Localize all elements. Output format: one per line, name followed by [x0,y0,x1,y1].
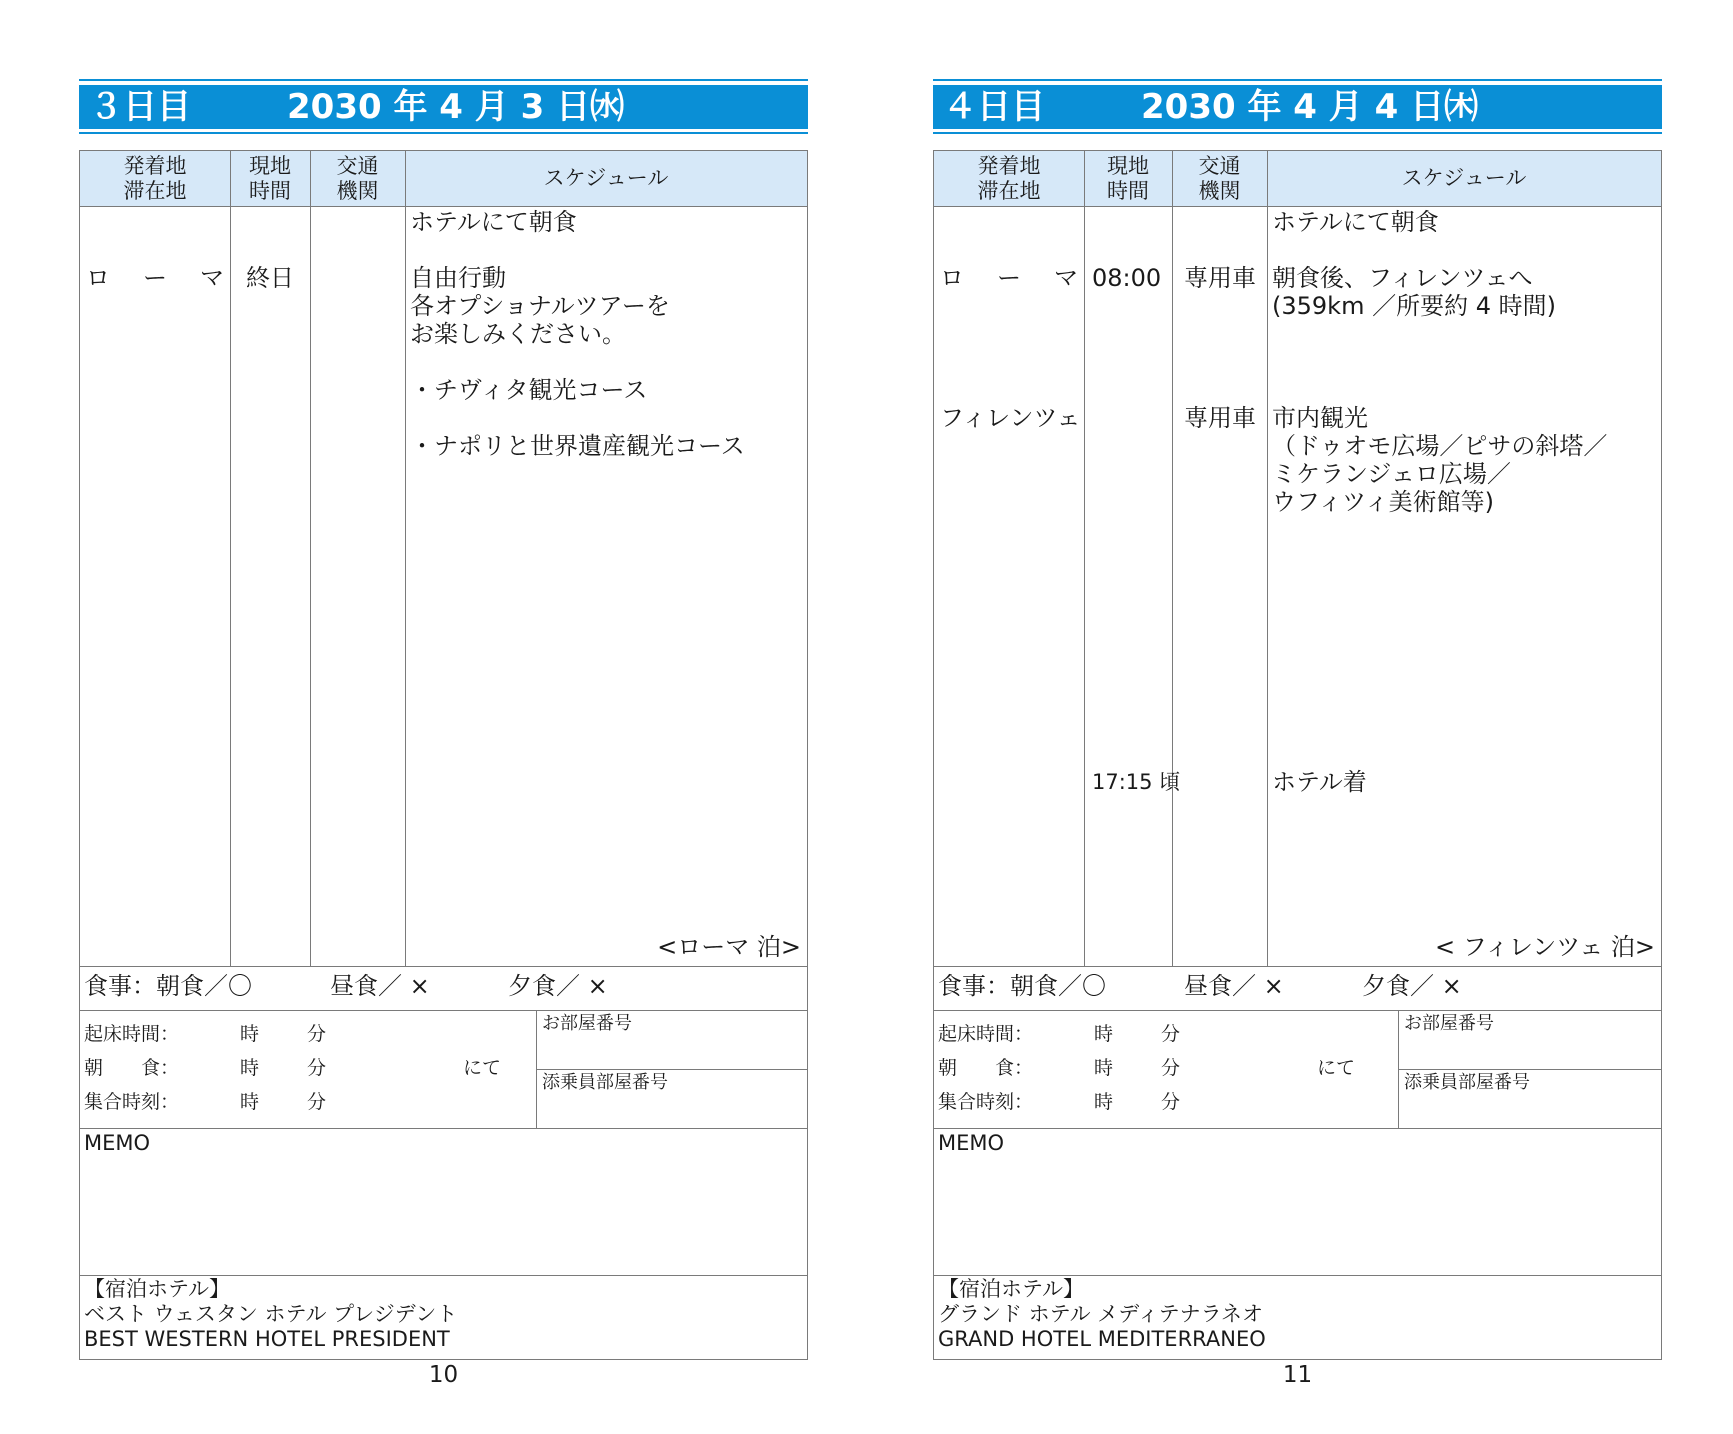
overnight-stay: <ローマ 泊> [657,933,801,961]
hotel-header: 【宿泊ホテル】 [938,1277,1084,1301]
hotel-name-en: GRAND HOTEL MEDITERRANEO [938,1327,1266,1351]
row-divider [934,1010,1661,1011]
schedule-line: 自由行動 [410,264,506,292]
place-char: マ [1054,264,1078,292]
table-header [934,151,1661,207]
meal-dinner: 夕食／ × [508,972,608,1000]
title-bottom-rule [79,132,808,134]
room-number-label: お部屋番号 [1404,1013,1494,1034]
hotel-name-jp: グランド ホテル メディテナラネオ [938,1302,1263,1326]
schedule-line: ホテルにて朝食 [1272,208,1439,236]
row-divider [80,1275,807,1276]
table-header [80,151,807,207]
day-date: 2030 年 4 月 3 日㈬ [287,87,625,127]
title-bottom-rule [933,132,1662,134]
place-char: ロ [940,264,964,292]
hotel-header: 【宿泊ホテル】 [84,1277,230,1301]
day-title-bar [79,85,808,129]
col-divider [1172,151,1173,966]
meal-breakfast: 食事：朝食／〇 [938,972,1106,1000]
header-time-line2: 時間 [1107,178,1149,203]
hour-label: 時 [240,1057,260,1079]
schedule-line: お楽しみください。 [410,320,626,348]
minute-label: 分 [1161,1057,1181,1079]
breakfast-label: 朝 食： [84,1057,180,1079]
overnight-stay: < フィレンツェ 泊> [1435,933,1655,961]
col-divider [405,151,406,966]
schedule-table [933,150,1662,1360]
schedule-line: ・ナポリと世界遺産観光コース [410,432,745,460]
header-time [230,151,310,206]
row-divider [80,1010,807,1011]
time-arrival: 17:15 頃 [1092,770,1181,794]
header-place-line2: 滞在地 [977,178,1041,203]
place-char: ー [143,264,167,292]
tc-room-number-label: 添乗員部屋番号 [1404,1072,1530,1093]
header-schedule-label: スケジュール [543,166,669,190]
title-top-rule [79,79,808,81]
minute-label: 分 [307,1091,327,1113]
day-label: ３日目 [89,87,191,127]
place-char: ー [997,264,1021,292]
schedule-line: ウフィツィ美術館等) [1272,488,1495,516]
row-divider [934,1128,1661,1129]
schedule-line: ホテル着 [1272,768,1367,796]
gather-label: 集合時刻： [84,1091,180,1113]
place-florence: フィレンツェ [940,404,1081,432]
header-place [80,151,230,206]
row-divider [80,966,807,967]
header-place [934,151,1084,206]
hour-label: 時 [1094,1023,1114,1045]
day-title-bar [933,85,1662,129]
minute-label: 分 [1161,1023,1181,1045]
header-time-line1: 現地 [1107,153,1149,178]
minute-label: 分 [1161,1091,1181,1113]
tc-room-number-label: 添乗員部屋番号 [542,1072,668,1093]
place-char: ロ [86,264,110,292]
time-departure: 08:00 [1092,264,1162,292]
meal-lunch: 昼食／ × [1184,972,1284,1000]
schedule-line: ・チヴィタ観光コース [410,376,648,404]
breakfast-label: 朝 食： [938,1057,1034,1079]
place-rome [86,264,224,292]
header-transport-line2: 機関 [1198,178,1241,203]
hour-label: 時 [1094,1091,1114,1113]
page-number: 11 [1282,1362,1313,1388]
header-place-line2: 滞在地 [123,178,187,203]
day-label: ４日目 [943,87,1045,127]
schedule-line: 朝食後、フィレンツェへ [1272,264,1533,292]
schedule-line: 市内観光 [1272,404,1368,432]
schedule-table [79,150,808,1360]
schedule-line: 各オプショナルツアーを [410,292,670,320]
header-transport-line1: 交通 [336,153,379,178]
at-label: にて [463,1057,502,1079]
transport-private-car: 専用車 [1184,264,1256,292]
hotel-name-en: BEST WESTERN HOTEL PRESIDENT [84,1327,450,1351]
col-divider [1267,151,1268,966]
header-place-line1: 発着地 [977,153,1041,178]
row-divider [80,1128,807,1129]
schedule-line: (359km ／所要約 4 時間) [1272,292,1556,320]
memo-label: MEMO [84,1131,151,1155]
col-divider [230,151,231,966]
row-divider [934,1275,1661,1276]
wake-label: 起床時間： [938,1023,1034,1045]
hour-label: 時 [240,1023,260,1045]
header-transport [1172,151,1267,206]
schedule-line: ホテルにて朝食 [410,208,577,236]
schedule-line: ミケランジェロ広場／ [1272,460,1511,488]
schedule-line: （ドゥオモ広場／ピサの斜塔／ [1272,432,1608,460]
header-transport-line2: 機関 [336,178,379,203]
room-number-label: お部屋番号 [542,1013,632,1034]
header-transport-line1: 交通 [1198,153,1241,178]
meal-dinner: 夕食／ × [1362,972,1462,1000]
title-top-rule [933,79,1662,81]
minute-label: 分 [307,1057,327,1079]
header-place-line1: 発着地 [123,153,187,178]
col-divider [1084,151,1085,966]
header-schedule-label: スケジュール [1401,166,1527,190]
place-char: マ [200,264,224,292]
day-date: 2030 年 4 月 4 日㈭ [1141,87,1479,127]
header-time-line2: 時間 [249,178,291,203]
header-time-line1: 現地 [249,153,291,178]
col-divider [310,151,311,966]
memo-label: MEMO [938,1131,1005,1155]
header-schedule [405,151,807,206]
row-divider [934,966,1661,967]
meal-lunch: 昼食／ × [330,972,430,1000]
place-rome [940,264,1078,292]
header-transport [310,151,405,206]
itinerary-page-day3 [79,0,809,1434]
at-label: にて [1317,1057,1356,1079]
minute-label: 分 [307,1023,327,1045]
itinerary-page-day4 [933,0,1663,1434]
header-time [1084,151,1172,206]
gather-label: 集合時刻： [938,1091,1034,1113]
time-all-day: 終日 [246,264,294,292]
transport-private-car: 専用車 [1184,404,1256,432]
hour-label: 時 [1094,1057,1114,1079]
hour-label: 時 [240,1091,260,1113]
meal-breakfast: 食事：朝食／〇 [84,972,252,1000]
wake-label: 起床時間： [84,1023,180,1045]
page-number: 10 [428,1362,459,1388]
hotel-name-jp: ベスト ウェスタン ホテル プレジデント [84,1302,458,1326]
header-schedule [1267,151,1661,206]
